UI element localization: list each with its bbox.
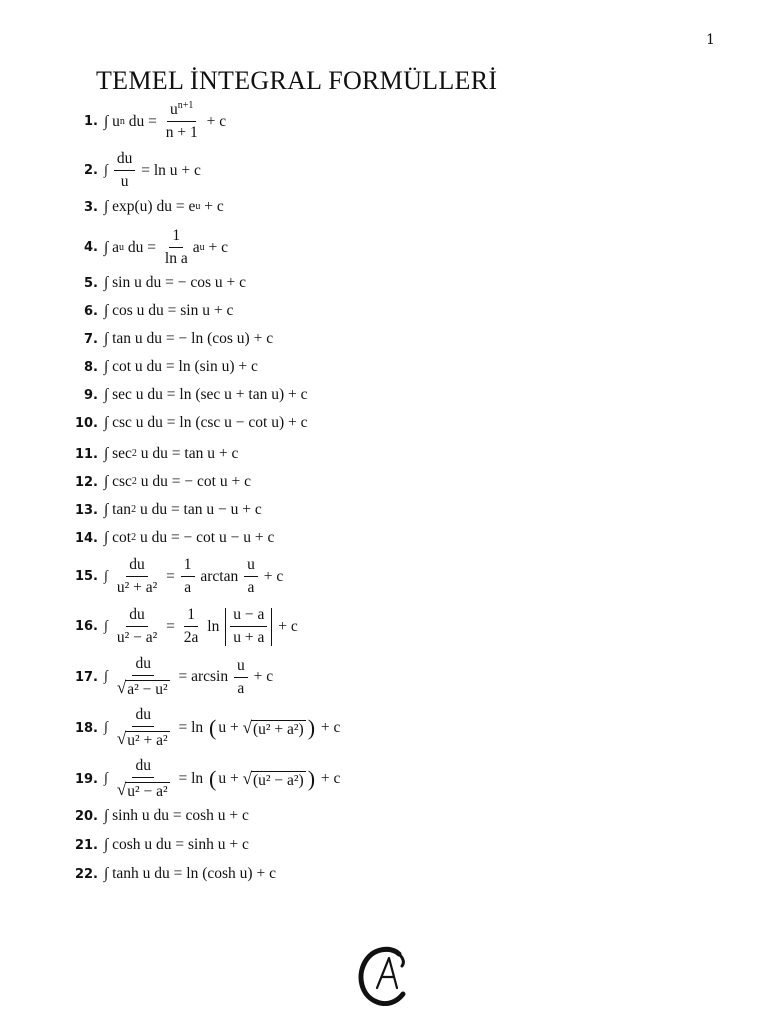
formula-row-3: 3. ∫ exp(u) du = e u + c <box>84 198 224 215</box>
abs-bar-right <box>271 608 272 646</box>
formula-row-12: 12. ∫ csc 2 u du = − cot u + c <box>74 473 251 490</box>
page-number: 1 <box>706 32 715 48</box>
formula-row-21: 21. ∫ cosh u du = sinh u + c <box>74 836 249 853</box>
formula-row-5: 5. ∫ sin u du = − cos u + c <box>84 274 246 291</box>
formula-row-19: 19. ∫ du √ u² − a² = ln ( u + √ (u² − a²) ) + c <box>74 757 341 800</box>
formula-row-1: 1. ∫ u n du = $\frac{u^{n+1}}{n + 1}$ + c <box>84 100 227 141</box>
formula-row-6: 6. ∫ cos u du = sin u + c <box>84 302 234 319</box>
formula-row-14: 14. ∫ cot 2 u du = − cot u − u + c <box>74 529 275 546</box>
formula-row-7: 7. ∫ tan u du = − ln (cos u) + c <box>84 330 274 347</box>
formula-row-4: 4. ∫ a u du = $\frac{1}{\text{ln a}}$ a u + c <box>84 227 228 267</box>
formula-row-13: 13. ∫ tan 2 u du = tan u − u + c <box>74 501 262 518</box>
formula-row-10: 10. ∫ csc u du = ln (csc u − cot u) + c <box>74 414 308 431</box>
formula-row-8: 8. ∫ cot u du = ln (sin u) + c <box>84 358 258 375</box>
abs-bar-left <box>225 608 226 646</box>
formula-row-20: 20. ∫ sinh u du = cosh u + c <box>74 807 249 824</box>
formula-row-2: 2. ∫ $\frac{du}{u}$ = ln u + c <box>84 150 201 190</box>
page-title: TEMEL İNTEGRAL FORMÜLLERİ <box>96 66 498 95</box>
formula-row-11: 11. ∫ sec 2 u du = tan u + c <box>74 445 239 462</box>
formula-row-16: 16. ∫ $\frac{du}{\text{u² − a²}}$ = $\frac{1}{2a}$ ln $\frac{u - a}{u + a}$ + c <box>74 606 298 646</box>
ca-monogram-icon <box>355 944 415 1006</box>
formula-row-17: 17. ∫ du √ a² − u² = arcsin $\frac{u}{a}$ + c <box>74 655 274 698</box>
formula-row-18: 18. ∫ du √ u² + a² = ln ( u + √ (u² + a²) ) + c <box>74 706 341 749</box>
formula-row-9: 9. ∫ sec u du = ln (sec u + tan u) + c <box>84 386 308 403</box>
formula-row-22: 22. ∫ tanh u du = ln (cosh u) + c <box>74 865 276 882</box>
formula-row-15: 15. ∫ $\frac{du}{\text{u² + a²}}$ = $\frac{1}{a}$ arctan $\frac{u}{a}$ + c <box>74 556 284 596</box>
